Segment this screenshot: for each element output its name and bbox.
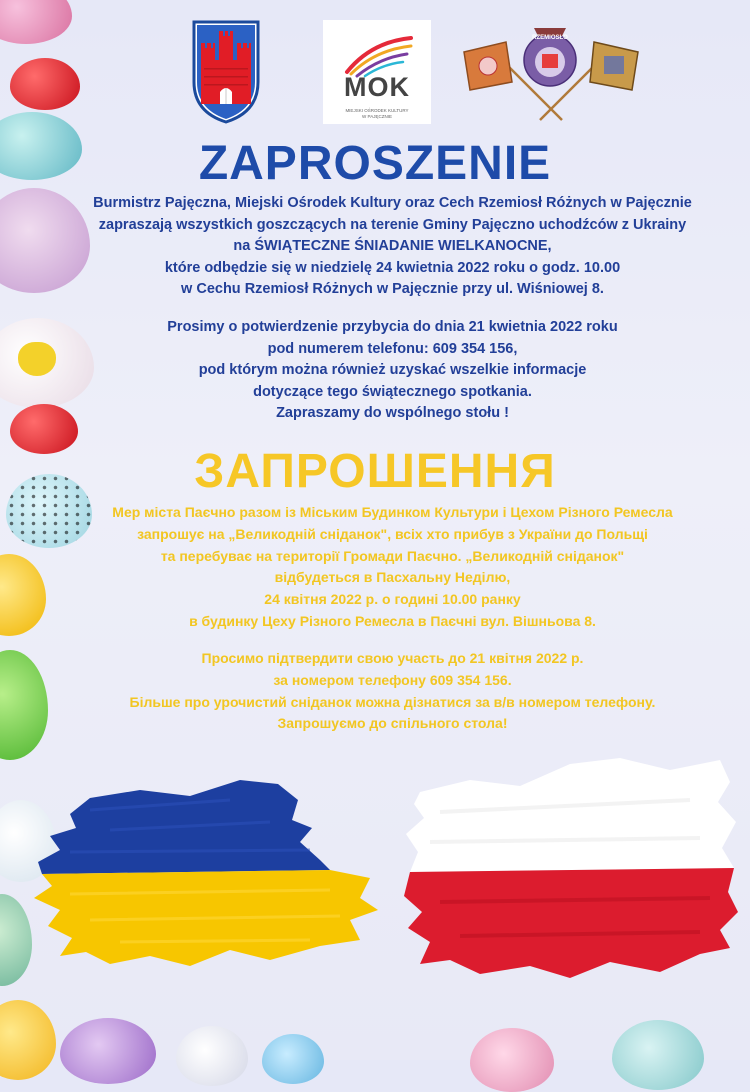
polish-paragraph-2	[60, 317, 725, 425]
polish-p1-line: zapraszają wszystkich goszczących na terenie Gminy Pajęczno uchodźców z Ukrainy	[98, 216, 687, 233]
egg-pink-top	[0, 0, 72, 44]
ukrainian-p2-line: Запрошуємо до спільного стола!	[277, 715, 508, 732]
egg-bottom-blue	[262, 1034, 324, 1084]
egg-green-dotted	[0, 894, 32, 986]
polish-p2-line: pod którym można również uzyskać wszelkie informacje	[198, 362, 587, 378]
polish-p2-line: Zapraszamy do wspólnego stołu !	[276, 405, 509, 421]
egg-red	[10, 58, 80, 110]
polish-p1-line: w Cechu Rzemiosł Różnych w Pajęcznie przy ul. Wiśniowej 8.	[181, 281, 604, 297]
coat-of-arms-icon	[192, 20, 260, 124]
ukrainian-p1-line: запрошує на „Великодній сніданок", всіх хто прибув з України до Польщі	[137, 525, 648, 542]
ukrainian-p1-line: в будинку Цеху Різного Ремесла в Паєчні вул. Вішньова 8.	[189, 612, 596, 629]
egg-bottom-white	[176, 1026, 248, 1086]
polish-flag-icon	[400, 752, 740, 982]
mok-logo	[323, 20, 431, 124]
mok-logo-title: MOK	[344, 72, 410, 102]
ukrainian-paragraph-2	[60, 648, 725, 735]
polish-heading: ZAPROSZENIE	[198, 137, 552, 190]
polish-p2-line: pod numerem telefonu: 609 354 156,	[267, 340, 518, 357]
ukrainian-p2-line: Просимо підтвердити свою участь до 21 квітня 2022 р.	[201, 650, 584, 666]
egg-yellow	[0, 554, 46, 636]
ukrainian-p1-line: відбудеться в Пасхальну Неділю,	[274, 569, 511, 586]
egg-bottom-purple	[60, 1018, 156, 1084]
polish-p2-line: Prosimy o potwierdzenie przybycia do dnia 21 kwietnia 2022 roku	[167, 319, 618, 335]
polish-p1-line: na ŚWIĄTECZNE ŚNIADANIE WIELKANOCNE,	[233, 238, 552, 254]
egg-bottom-teal	[612, 1020, 704, 1090]
guild-banner-text: RZEMIOSŁO	[532, 35, 568, 41]
ukrainian-p1-line: та перебуває на території Громади Паєчно. „Великодній сніданок"	[160, 547, 625, 564]
mok-logo-subtitle	[331, 108, 423, 120]
ukrainian-flag-icon	[30, 770, 380, 970]
ukrainian-p1-line: Мер міста Паєчно разом із Міським Будинком Культури і Цехом Різного Ремесла	[112, 504, 673, 520]
ukrainian-p2-line: за номером телефону 609 354 156.	[273, 671, 512, 688]
ukrainian-heading: ЗАПРОШЕННЯ	[194, 445, 556, 498]
mok-logo-subtitle-line1: MIEJSKI OŚRODEK KULTURY	[345, 108, 409, 113]
ukrainian-paragraph-1	[60, 502, 725, 633]
guild-banners-icon	[458, 24, 642, 124]
ukrainian-p2-line: Більше про урочистий сніданок можна дізнатися за в/в номером телефону.	[129, 693, 656, 710]
polish-paragraph-1	[60, 193, 725, 301]
egg-green	[0, 650, 48, 760]
mok-logo-subtitle-line2: W PAJĘCZNIE	[362, 114, 392, 119]
polish-p2-line: dotyczące tego świątecznego spotkania.	[253, 383, 532, 400]
polish-p1-line: które odbędzie się w niedzielę 24 kwietnia 2022 roku o godz. 10.00	[164, 259, 621, 276]
polish-p1-line: Burmistrz Pajęczna, Miejski Ośrodek Kultury oraz Cech Rzemiosł Różnych w Pajęcznie	[93, 195, 692, 211]
egg-bottom-yellow	[0, 1000, 56, 1080]
egg-bottom-pink	[470, 1028, 554, 1092]
heart-decoration-icon	[18, 342, 56, 376]
ukrainian-p1-line: 24 квітня 2022 р. о годині 10.00 ранку	[264, 591, 521, 608]
